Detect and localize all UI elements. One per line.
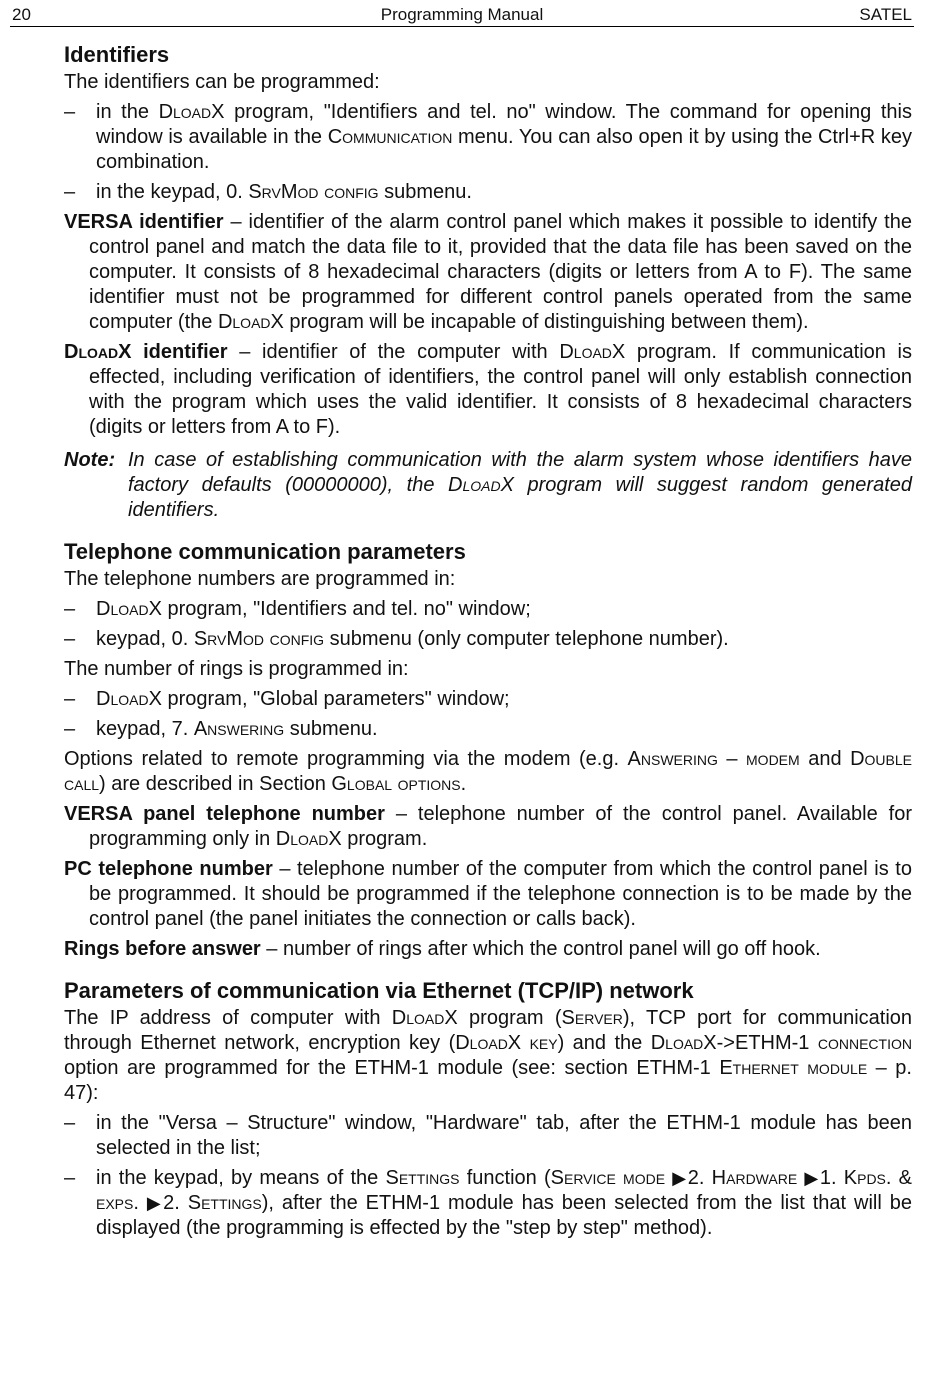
page-content	[64, 40, 912, 1246]
page-header	[10, 5, 914, 27]
term: VERSA identifier	[64, 211, 224, 233]
page-number: 20	[12, 5, 31, 24]
manual-title: Programming Manual	[380, 5, 544, 24]
definition-pc-telephone: PC telephone number – telephone number of the computer from which the control panel is to be programmed. It should be programmed if the telephone connection is to be made by the control panel (the panel initiates the connection or calls back).	[64, 858, 912, 930]
dash-marker: –	[64, 1167, 76, 1189]
note: Note: In case of establishing communication with the alarm system whose identifiers have factory defaults (00000000), the DloadX program will suggest random generated identifiers.	[64, 449, 912, 521]
arrow-right-icon: ▶	[804, 1168, 820, 1188]
paragraph: The IP address of computer with DloadX program (Server), TCP port for communication through Ethernet network, encryption key (DloadX key) and the DloadX->ETHM-1 connection option are programmed for the ETHM-1 module (see: section ETHM-1 Ethernet module – p. 47):	[64, 1007, 913, 1104]
list-item: – DloadX program, "Global parameters" window;	[64, 688, 510, 710]
term: VERSA panel telephone number	[64, 803, 385, 825]
heading-telephone-parameters: Telephone communication parameters	[64, 539, 466, 564]
dash-marker: –	[64, 1112, 76, 1134]
list-item: – in the keypad, 0. SrvMod config submenu.	[64, 181, 472, 203]
paragraph: The number of rings is programmed in:	[64, 658, 409, 680]
paragraph: Options related to remote programming via the modem (e.g. Answering – modem and Double call) are described in Section Global options.	[64, 748, 912, 795]
dash-marker: –	[64, 688, 76, 710]
list-item: – in the "Versa – Structure" window, "Hardware" tab, after the ETHM-1 module has been selected in the list;	[64, 1112, 912, 1159]
list-item: – in the DloadX program, "Identifiers and tel. no" window. The command for opening this window is available in the Communication menu. You can also open it by using the Ctrl+R key combination.	[64, 101, 912, 173]
definition-versa-identifier: VERSA identifier – identifier of the alarm control panel which makes it possible to identify the control panel and match the data file to it, provided that the data file has been saved on the computer. It consists of 8 hexadecimal characters (digits or letters from A to F). The same identifier must not be programmed for different control panels operated from the same computer (the DloadX program will be incapable of distinguishing between them).	[64, 211, 912, 333]
dash-marker: –	[64, 718, 76, 740]
list-item: – DloadX program, "Identifiers and tel. no" window;	[64, 598, 531, 620]
identifiers-intro: The identifiers can be programmed:	[64, 71, 380, 93]
arrow-right-icon: ▶	[672, 1168, 688, 1188]
list-item: – keypad, 0. SrvMod config submenu (only computer telephone number).	[64, 628, 729, 650]
dash-marker: –	[64, 628, 76, 650]
list-item: – in the keypad, by means of the Settings function (Service mode ▶2. Hardware ▶1. Kpds. & exps. ▶2. Settings), after the ETHM-1 module has been selected from the list that will be displayed (the programming is effected by the "step by step" method).	[64, 1167, 913, 1239]
list-item: – keypad, 7. Answering submenu.	[64, 718, 378, 740]
heading-ethernet-parameters: Parameters of communication via Ethernet (TCP/IP) network	[64, 978, 694, 1003]
arrow-right-icon: ▶	[146, 1193, 164, 1213]
term: DloadX identifier	[64, 341, 228, 363]
definition-dloadx-identifier: DloadX identifier – identifier of the computer with DloadX program. If communication is effected, including verification of identifiers, the control panel will only establish connection with the program which uses the valid identifier. It consists of 8 hexadecimal characters (digits or letters from A to F).	[64, 341, 912, 438]
term: Rings before answer	[64, 938, 261, 960]
note-label: Note:	[64, 449, 116, 471]
definition-panel-telephone: VERSA panel telephone number – telephone number of the control panel. Available for programming only in DloadX program.	[64, 803, 912, 850]
dash-marker: –	[64, 181, 76, 203]
dash-marker: –	[64, 598, 76, 620]
brand-name: SATEL	[859, 5, 912, 24]
dash-marker: –	[64, 101, 76, 123]
heading-identifiers: Identifiers	[64, 42, 170, 67]
definition-rings: Rings before answer – number of rings after which the control panel will go off hook.	[64, 938, 821, 960]
term: PC telephone number	[64, 858, 273, 880]
paragraph: The telephone numbers are programmed in:	[64, 568, 456, 590]
